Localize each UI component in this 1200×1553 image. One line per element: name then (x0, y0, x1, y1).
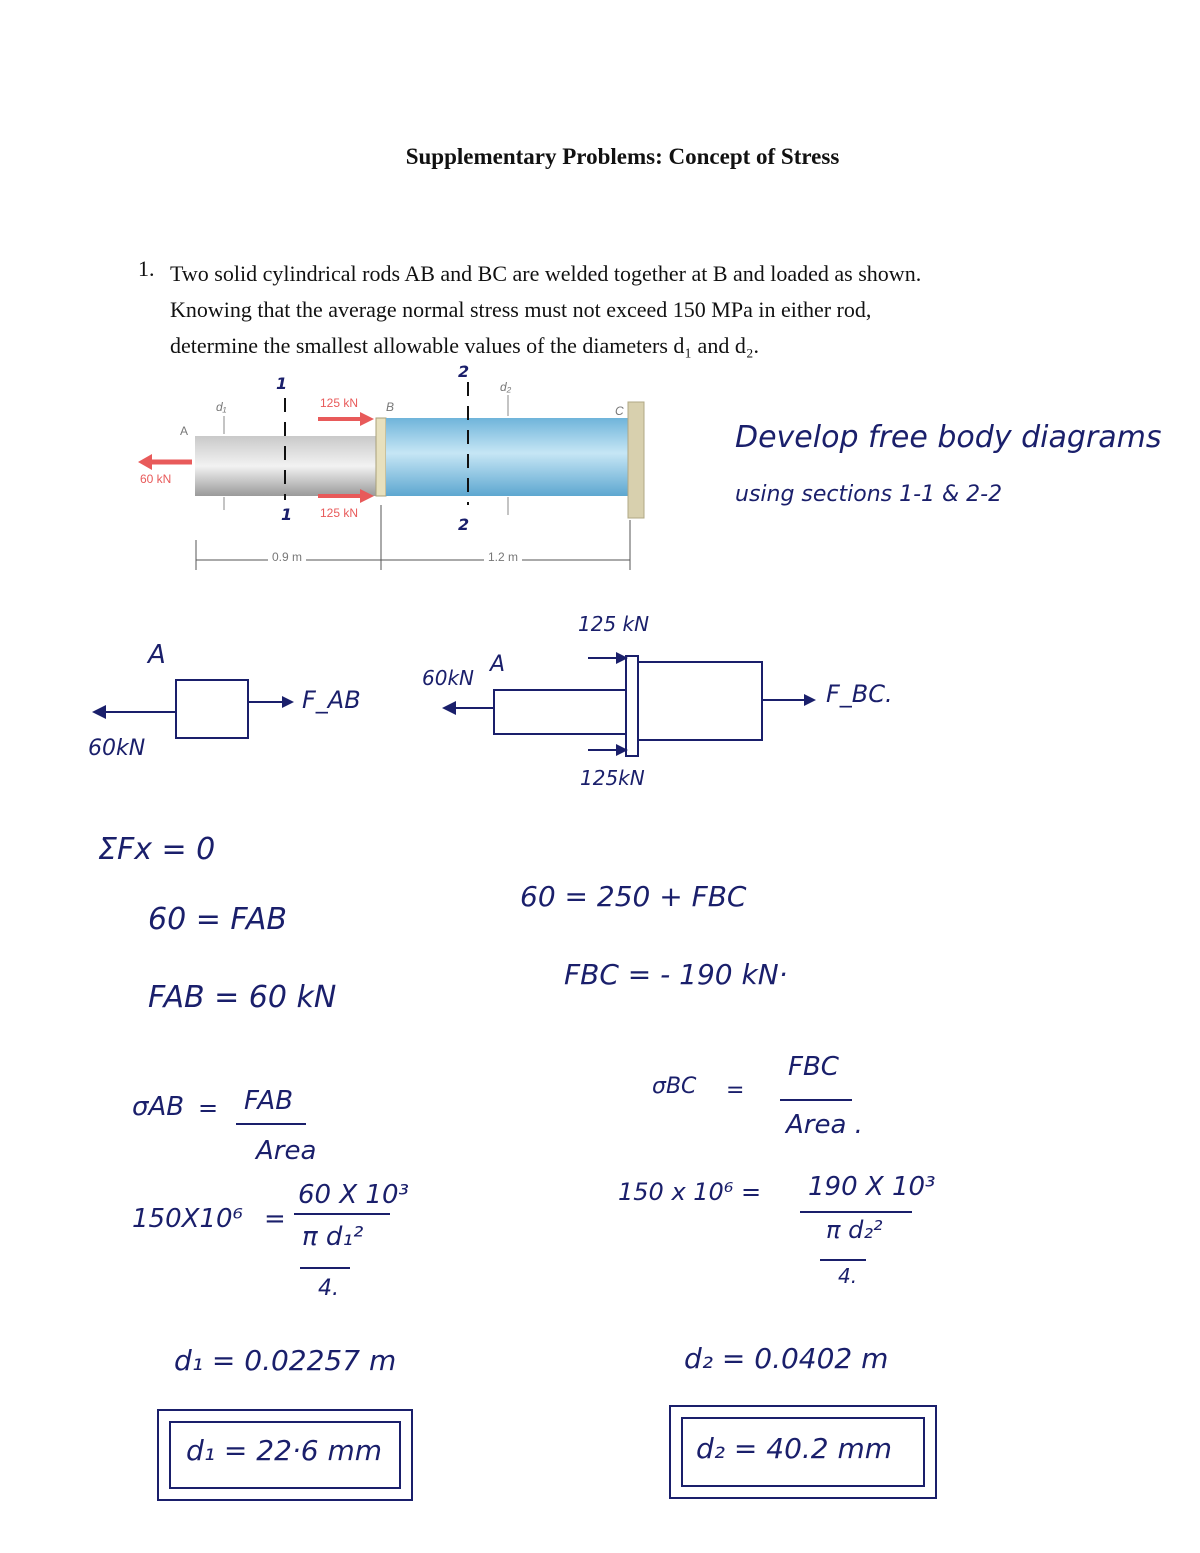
fbd1-load-label: 60kN (88, 736, 146, 761)
right-result: d₂ = 0.0402 m (684, 1342, 889, 1375)
left-eq-sum: ΣFx = 0 (98, 832, 216, 867)
fbd1-force-arrowhead (282, 696, 294, 708)
left-den-2b: 4. (318, 1276, 339, 1301)
right-eq-1: 60 = 250 + FBC (520, 880, 747, 913)
fbd2-rod-ab (494, 690, 626, 734)
left-lhs: 150X10⁶ (132, 1204, 243, 1234)
fig-sec1-top: 1 (276, 374, 288, 393)
left-equals: = (198, 1094, 219, 1122)
fbd2-collar (626, 656, 638, 756)
left-eq-2: 60 = FAB (148, 902, 287, 937)
left-frac-den: Area (256, 1136, 317, 1166)
fbd1-force-label: F_AB (302, 686, 361, 714)
problem-line-3: determine the smallest allowable values of the diameters d₁ and d₂. (170, 333, 759, 358)
left-eq-3: FAB = 60 kN (148, 980, 337, 1015)
fig-load-b-top-label: 125 kN (320, 396, 359, 410)
fbd1-point-label: A (148, 640, 166, 670)
fig-d2-label: d₂ (500, 380, 512, 394)
rod-bc (386, 418, 630, 496)
left-frac-num: FAB (244, 1086, 294, 1116)
fig-d1-label: d₁ (216, 400, 227, 414)
left-sigma: σAB (132, 1092, 185, 1122)
problem-line-2: Knowing that the average normal stress must not exceed 150 MPa in either rod, (170, 297, 872, 322)
fig-point-c-label: C (615, 404, 624, 418)
fbd1-body (176, 680, 248, 738)
note-line-2: using sections 1-1 & 2-2 (735, 482, 1003, 507)
fig-sec2-top: 2 (458, 362, 470, 381)
left-equals-2: = (264, 1204, 286, 1234)
fbd1-load-arrowhead (92, 705, 106, 719)
right-den-2: π d₂² (826, 1216, 883, 1244)
left-answer: d₁ = 22·6 mm (186, 1434, 383, 1467)
right-frac-den: Area . (786, 1110, 863, 1140)
left-den-2: π d₁² (302, 1222, 364, 1252)
problem-line-1: Two solid cylindrical rods AB and BC are welded together at B and loaded as shown. (170, 261, 922, 286)
fbd2-load-top-label: 125 kN (578, 612, 650, 636)
right-sigma: σBC (652, 1074, 697, 1099)
left-result: d₁ = 0.02257 m (174, 1344, 397, 1377)
right-frac-num: FBC (788, 1052, 839, 1082)
fbd2-force-arrowhead (804, 694, 816, 706)
problem-number: 1. (138, 256, 155, 281)
fig-point-b-label: B (386, 400, 395, 414)
right-num-2: 190 X 10³ (808, 1172, 936, 1202)
right-equals: = (726, 1078, 745, 1103)
collar-b (376, 418, 386, 496)
load-a-arrowhead (138, 454, 152, 470)
fbd2-load-left-label: 60kN (422, 666, 474, 690)
fbd2-rod-bc (638, 662, 762, 740)
right-lhs: 150 x 10⁶ = (618, 1178, 762, 1206)
right-den-2b: 4. (838, 1264, 858, 1288)
fig-load-a-label: 60 kN (140, 472, 172, 486)
page-title: Supplementary Problems: Concept of Stress (405, 144, 840, 169)
fig-sec1-bottom: 1 (281, 505, 293, 524)
right-eq-2: FBC = - 190 kN· (564, 958, 788, 991)
fig-len-ab-label: 0.9 m (268, 550, 306, 564)
fbd2-point-label: A (490, 652, 506, 677)
left-num-2: 60 X 10³ (298, 1180, 409, 1210)
fig-load-b-bottom-label: 125 kN (320, 506, 359, 520)
fbd2-load-bottom-label: 125kN (580, 766, 645, 790)
fig-point-a-label: A (180, 424, 189, 438)
fig-len-bc-label: 1.2 m (484, 550, 522, 564)
fig-sec2-bottom: 2 (458, 515, 470, 534)
wall-c (628, 402, 644, 518)
fbd2-force-label: F_BC. (826, 680, 893, 708)
fbd2-load-arrowhead (442, 701, 456, 715)
rod-ab (195, 436, 380, 496)
load-b-top-arrowhead (360, 412, 374, 426)
right-answer: d₂ = 40.2 mm (696, 1432, 893, 1465)
note-line-1: Develop free body diagrams (735, 420, 1162, 455)
